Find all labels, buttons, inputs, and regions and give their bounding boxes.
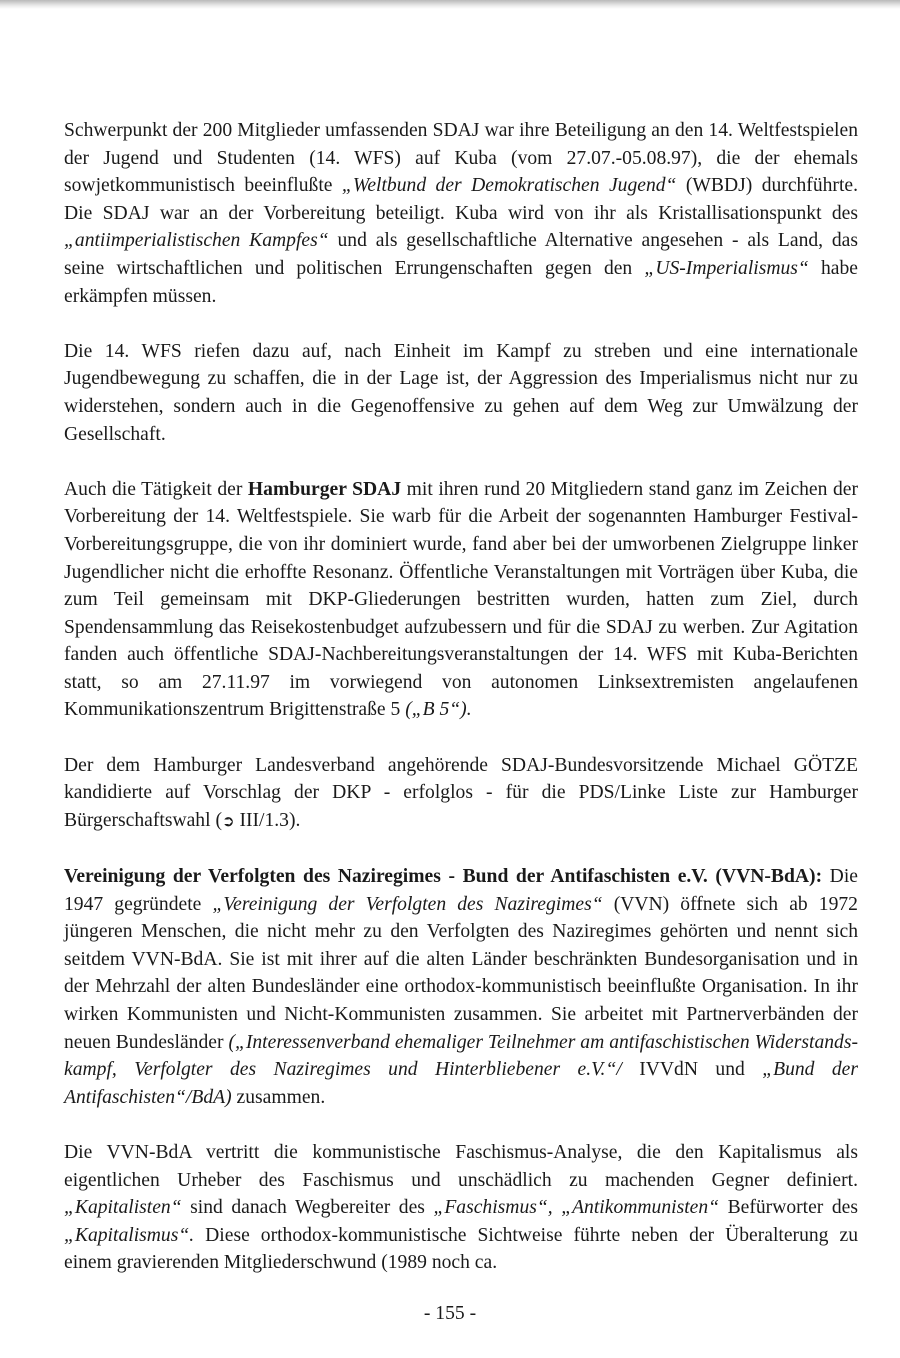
italic-quote: „Weltbund der Demokratischen Jugend“ bbox=[341, 175, 677, 197]
italic-quote: „Kapitalisten“ bbox=[64, 1197, 182, 1219]
text-run: Die 1947 gegründete bbox=[64, 866, 858, 915]
italic-quote: „Faschismus“, „Antikommunisten“ bbox=[433, 1197, 720, 1219]
text-run: Auch die Tätigkeit der bbox=[64, 478, 248, 500]
text-run: Schwerpunkt der 200 Mitglieder umfassenden SDAJ war ihre Beteiligung an den 14. Weltfestspielen der Jugend und Studenten (14. WFS) auf Kuba (vom 27.07.-05.08.97), die der ehemals sowjetkommunistisch beeinflußte bbox=[64, 120, 858, 197]
bold-text: Vereinigung der Verfolgten des Naziregimes - Bund der Antifaschisten e.V. (VVN-BdA): bbox=[64, 866, 823, 888]
italic-quote: „Kapitalismus“. bbox=[64, 1224, 195, 1246]
italic-quote: „Bund der Antifaschisten“/BdA) bbox=[64, 1059, 859, 1108]
paragraph-sdaj-wfs bbox=[64, 117, 858, 310]
document-body bbox=[64, 117, 858, 1277]
text-run: IVVdN und bbox=[621, 1059, 763, 1081]
text-run: Der dem Hamburger Landesverband angehörende SDAJ-Bundesvorsitzende Michael GÖTZE kandidierte auf Vorschlag der DKP - erfolglos - für die PDS/Linke Liste zur Hamburger Bürgerschaftswahl ( bbox=[64, 754, 858, 831]
bold-text: Hamburger SDAJ bbox=[247, 478, 402, 500]
text-run: zusammen. bbox=[231, 1086, 326, 1108]
cross-reference-arrow-icon: ➲ bbox=[221, 811, 235, 830]
paragraph-hamburger-sdaj bbox=[64, 476, 858, 724]
text-run: und als gesellschaftliche Alternative angesehen - als Land, das seine wirtschaftlichen und politischen Errungenschaften gegen den bbox=[64, 230, 859, 279]
italic-quote: „Vereinigung der Verfolgten des Naziregimes“ bbox=[212, 893, 603, 915]
paragraph-vvn-bda bbox=[64, 863, 858, 1111]
paragraph-faschismus-analyse bbox=[64, 1139, 858, 1277]
page-number: - 155 - bbox=[423, 1303, 477, 1324]
text-run: Befürworter des bbox=[719, 1197, 858, 1219]
text-run: habe erkämpfen müssen. bbox=[64, 257, 858, 307]
text-run: mit ihren rund 20 Mitgliedern stand ganz im Zeichen der Vorbereitung der 14. Weltfestspiele. Sie warb für die Arbeit der sogenannten Hamburger Festival-Vorbereitungsgruppe, die von ihr dominiert wurde, fand aber bei der umworbenen Zielgruppe linker Jugendlicher nicht die erhoffte Resonanz. Öffentliche Veranstaltungen mit Vorträgen über Kuba, die zum Teil gemeinsam mit DKP-Gliederungen bestritten wurden, hatten zum Ziel, durch Spendensammlung das Reisekostenbudget aufzubessern und für die SDAJ zu werben. Zur Agitation fanden auch öffentliche SDAJ-Nachbereitungsveranstaltungen der 14. WFS mit Kuba-Berichten statt, so am 27.11.97 im vorwiegend von autonomen Linksextremisten angelaufenen Kommunikationszentrum Brigittenstraße 5 bbox=[64, 478, 858, 721]
italic-quote: „antiimperialistischen Kampfes“ bbox=[64, 230, 329, 252]
paragraph-goetze bbox=[64, 752, 858, 836]
text-run: Die VVN-BdA vertritt die kommunistische Faschismus-Analyse, die den Kapitalismus als eigentlichen Urheber des Faschismus und unschädlich zu machenden Gegner definiert. bbox=[64, 1141, 858, 1191]
italic-quote: („Interessenverband ehemaliger Teilnehmer am antifaschistischen Widerstandskampf, Verfolgter des Naziregimes und Hinterbliebener e.V.“/ bbox=[64, 1031, 858, 1081]
scan-top-edge bbox=[0, 0, 900, 9]
italic-quote: („B 5“). bbox=[405, 699, 472, 721]
text-run: III/1.3). bbox=[234, 809, 301, 831]
text-run: Diese orthodox-kommunistische Sichtweise führte neben der Überalterung zu einem gravierenden Mitgliederschwund (1989 noch ca. bbox=[64, 1224, 858, 1274]
text-run: sind danach Wegbereiter des bbox=[181, 1197, 434, 1219]
text-run: (WBDJ) durchführte. Die SDAJ war an der Vorbereitung beteiligt. Kuba wird von ihr als Kristallisationspunkt des bbox=[64, 175, 858, 224]
text-run: Die 14. WFS riefen dazu auf, nach Einheit im Kampf zu streben und eine internationale Jugendbewegung zu schaffen, die in der Lage ist, der Aggression des Imperialismus nicht nur zu widerstehen, sondern auch in die Gegenoffensive zu gehen auf dem Weg zur Umwälzung der Gesellschaft. bbox=[64, 340, 858, 445]
paragraph-wfs-aufruf bbox=[64, 338, 858, 448]
italic-quote: „US-Imperialismus“ bbox=[644, 257, 809, 279]
text-run: (VVN) öffnete sich ab 1972 jüngeren Menschen, die nicht mehr zu den Verfolgten des Naziregimes gehörten und nennt sich seitdem VVN-BdA. Sie ist mit ihrer auf die alten Länder beschränkten Bundesorganisation und in der Mehrzahl der alten Bundesländer eine orthodox-kommunistisch beeinflußte Organisation. In ihr wirken Kommunisten und Nicht-Kommunisten zusammen. Sie arbeitet mit Partnerverbänden der neuen Bundesländer bbox=[64, 893, 858, 1053]
